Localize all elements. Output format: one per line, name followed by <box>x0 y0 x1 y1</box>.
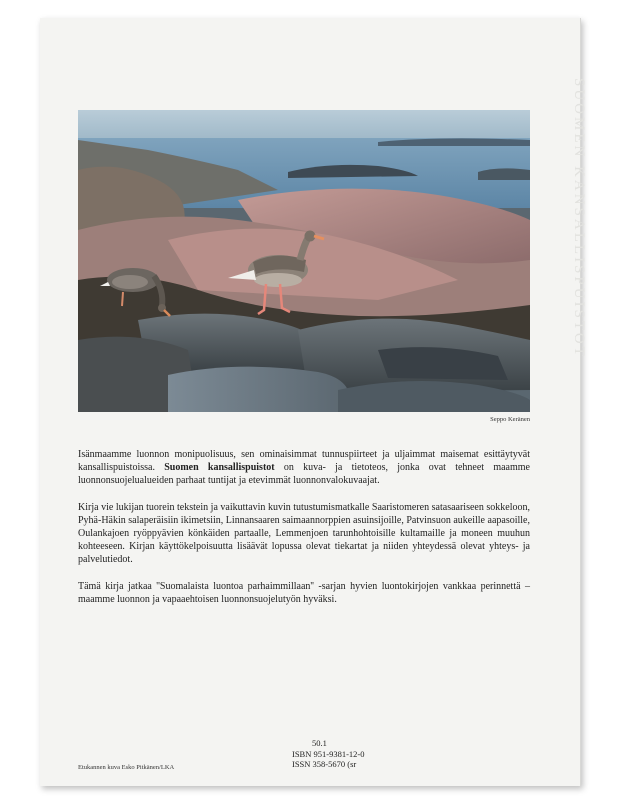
blurb-text <box>78 448 530 619</box>
blurb-paragraph-1 <box>78 448 530 488</box>
issn-code: ISSN 358-5670 (sr <box>292 759 357 769</box>
spine-title-text: SUOMEN KANSALLISPUISTOT <box>571 78 587 359</box>
isbn-code: ISBN 951-9381-12-0 <box>292 748 365 759</box>
spine-title <box>568 78 587 638</box>
blurb-p1-end: on kuva- ja tietoteos, jonka ovat tehneet maamme luonnonsuojelualueiden parhaat tuntijat ja etevimmät luonnonvalokuvaajat. <box>78 462 530 487</box>
price-code: 50.1 <box>312 738 327 748</box>
book-back-cover <box>40 18 587 786</box>
blurb-paragraph-2: Kirja vie lukijan tuorein tekstein ja vaikuttavin kuvin tutustumismatkalle Saaristomeren satasaariseen sokkeloon, Pyhä-Häkin salaperäisiin ikimetsiin, Linnansaaren saimaannorppien asuinsijoille, Patvinsuon aukeille aapasoille, Oulankajoen ryöppyävien könkäiden partaalle, Lemmenjoen tarunhohtoisille kultamaille ja moneen muuhun kohteeseen. Kirjan käyttökelpoisuutta lisäävät lopussa olevat tiekartat ja niiden yhteydessä olevat yhteys- ja palvelutiedot. <box>78 501 530 566</box>
cover-photo <box>78 110 530 412</box>
front-cover-credit: Etukannen kuva Esko Pitkänen/LKA <box>78 764 175 771</box>
geese-on-rocks-photo <box>78 110 530 412</box>
publication-codes <box>292 738 412 770</box>
blurb-paragraph-3: Tämä kirja jatkaa ''Suomalaista luontoa parhaimmillaan'' -sarjan hyvien luontokirjojen vankkaa perinnettä – maamme luonnon ja vapaaehtoisen luonnonsuojelutyön hyväksi. <box>78 580 530 605</box>
book-title-bold: Suomen kansallispuistot <box>164 462 275 474</box>
blurb-p1-start: Isänmaamme luonnon monipuolisuus, sen ominaisimmat tunnuspiirteet ja uljaimmat maisemat esittäytyvät kansallispuistoissa. <box>78 449 530 474</box>
photo-credit: Seppo Keränen <box>490 416 530 423</box>
